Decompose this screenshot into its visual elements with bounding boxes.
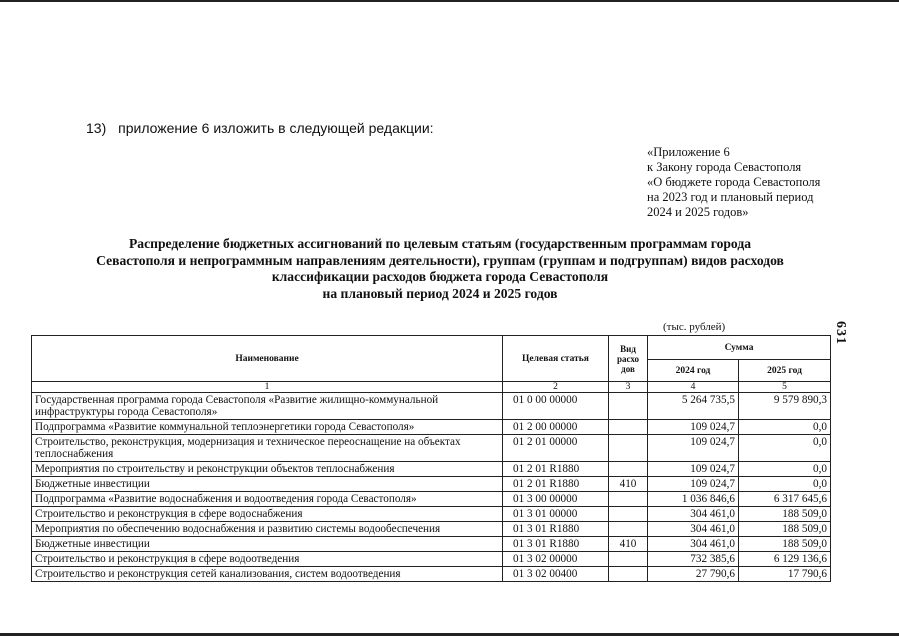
page-number: 631 [833, 321, 848, 345]
table-row [32, 522, 831, 537]
row-2025: 188 509,0 [739, 522, 831, 537]
column-number: 2 [503, 382, 609, 393]
row-kind [609, 552, 648, 567]
row-code: 01 3 01 00000 [503, 507, 609, 522]
appendix-line: 2024 и 2025 годов» [647, 205, 749, 219]
row-kind [609, 567, 648, 582]
row-kind [609, 522, 648, 537]
row-2024: 1 036 846,6 [648, 492, 739, 507]
row-name: Государственная программа города Севастополя «Развитие жилищно-коммунальной инфраструктуры города Севастополя» [32, 393, 503, 420]
appendix-line: «Приложение 6 [647, 145, 730, 159]
table-row [32, 507, 831, 522]
units-label: (тыс. рублей) [663, 321, 726, 333]
budget-table [31, 335, 831, 582]
row-name: Строительство и реконструкция сетей канализования, систем водоотведения [32, 567, 503, 582]
row-kind [609, 507, 648, 522]
scan-edge-top [0, 0, 899, 2]
row-2024: 27 790,6 [648, 567, 739, 582]
header-expense-kind: Вид расхо дов [609, 336, 648, 382]
scan-edge-bottom [0, 633, 899, 636]
row-2024: 109 024,7 [648, 435, 739, 462]
appendix-line: на 2023 год и плановый период [647, 190, 814, 204]
row-kind [609, 393, 648, 420]
row-2025: 188 509,0 [739, 537, 831, 552]
row-code: 01 2 01 R1880 [503, 462, 609, 477]
header-target-article: Целевая статья [503, 336, 609, 382]
row-name: Мероприятия по строительству и реконструкции объектов теплоснабжения [32, 462, 503, 477]
document-title [30, 236, 850, 302]
row-2024: 732 385,6 [648, 552, 739, 567]
row-2025: 188 509,0 [739, 507, 831, 522]
header-name: Наименование [32, 336, 503, 382]
table-row [32, 537, 831, 552]
header-2025: 2025 год [739, 360, 831, 382]
table-row [32, 567, 831, 582]
row-2025: 0,0 [739, 435, 831, 462]
row-2024: 5 264 735,5 [648, 393, 739, 420]
row-name: Строительство и реконструкция в сфере водоснабжения [32, 507, 503, 522]
row-name: Строительство, реконструкция, модернизация и техническое переоснащение на объектах теплоснабжения [32, 435, 503, 462]
row-kind [609, 420, 648, 435]
table-row [32, 477, 831, 492]
column-number: 5 [739, 382, 831, 393]
table-row [32, 420, 831, 435]
row-name: Бюджетные инвестиции [32, 477, 503, 492]
row-name: Подпрограмма «Развитие коммунальной теплоэнергетики города Севастополя» [32, 420, 503, 435]
table-row [32, 393, 831, 420]
row-2025: 17 790,6 [739, 567, 831, 582]
row-2025: 0,0 [739, 462, 831, 477]
title-line: Севастополя и непрограммным направлениям деятельности), группам (группам и подгруппам) видов расходов [96, 252, 784, 268]
row-kind: 410 [609, 537, 648, 552]
title-line: классификации расходов бюджета города Севастополя [271, 269, 609, 284]
row-2025: 6 129 136,6 [739, 552, 831, 567]
row-name: Мероприятия по обеспечению водоснабжения и развитию системы водообеспечения [32, 522, 503, 537]
amendment-text: приложение 6 изложить в следующей редакции: [118, 120, 434, 136]
row-code: 01 3 02 00400 [503, 567, 609, 582]
title-line: на плановый период 2024 и 2025 годов [322, 285, 558, 301]
row-name: Подпрограмма «Развитие водоснабжения и водоотведения города Севастополя» [32, 492, 503, 507]
header-sum: Сумма [648, 336, 831, 360]
table-row [32, 492, 831, 507]
title-line: Распределение бюджетных ассигнований по целевым статьям (государственным программам города [129, 236, 751, 251]
row-2024: 304 461,0 [648, 507, 739, 522]
column-number: 3 [609, 382, 648, 393]
row-name: Строительство и реконструкция в сфере водоотведения [32, 552, 503, 567]
amendment-number: 13) [86, 120, 107, 136]
appendix-header [647, 145, 887, 220]
row-code: 01 2 00 00000 [503, 420, 609, 435]
row-2025: 6 317 645,6 [739, 492, 831, 507]
row-code: 01 2 01 R1880 [503, 477, 609, 492]
row-2025: 0,0 [739, 477, 831, 492]
row-code: 01 0 00 00000 [503, 393, 609, 420]
row-code: 01 2 01 00000 [503, 435, 609, 462]
row-kind [609, 435, 648, 462]
amendment-intro [86, 120, 434, 136]
table-row [32, 552, 831, 567]
row-code: 01 3 02 00000 [503, 552, 609, 567]
row-2025: 9 579 890,3 [739, 393, 831, 420]
row-code: 01 3 00 00000 [503, 492, 609, 507]
table-row [32, 462, 831, 477]
row-kind [609, 462, 648, 477]
row-2024: 109 024,7 [648, 420, 739, 435]
row-code: 01 3 01 R1880 [503, 522, 609, 537]
appendix-line: «О бюджете города Севастополя [647, 175, 821, 189]
row-2025: 0,0 [739, 420, 831, 435]
row-code: 01 3 01 R1880 [503, 537, 609, 552]
row-2024: 109 024,7 [648, 462, 739, 477]
column-number: 1 [32, 382, 503, 393]
row-2024: 109 024,7 [648, 477, 739, 492]
appendix-line: к Закону города Севастополя [647, 160, 802, 174]
row-kind: 410 [609, 477, 648, 492]
row-kind [609, 492, 648, 507]
table-row [32, 435, 831, 462]
header-2024: 2024 год [648, 360, 739, 382]
column-number: 4 [648, 382, 739, 393]
row-2024: 304 461,0 [648, 537, 739, 552]
row-2024: 304 461,0 [648, 522, 739, 537]
row-name: Бюджетные инвестиции [32, 537, 503, 552]
